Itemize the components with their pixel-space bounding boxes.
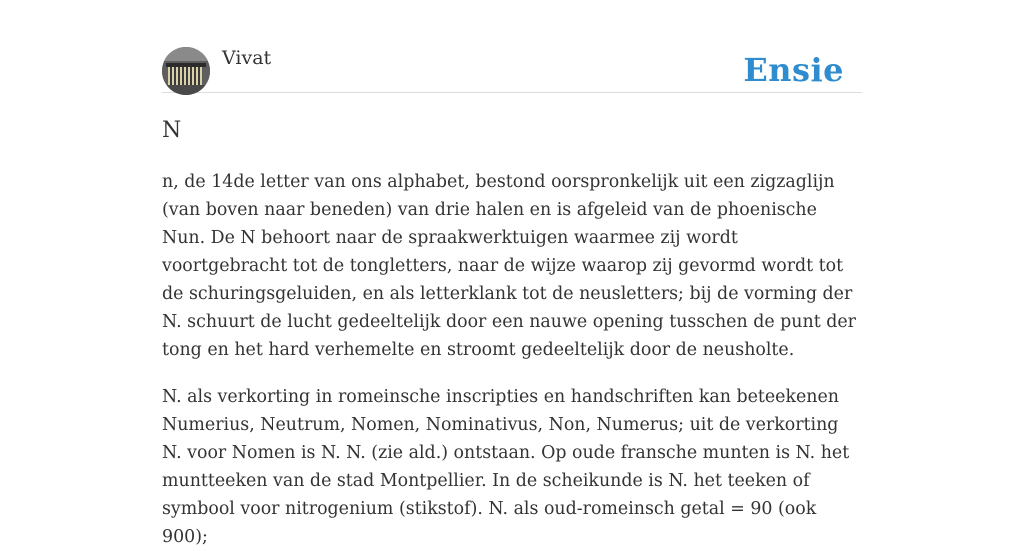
article-paragraph: N. als verkorting in romeinsche inscripties en handschriften kan beteekenen Numerius, Neutrum, Nomen, Nominativus, Non, Numerus; uit de verkorting N. voor Nomen is N. N. (zie ald.) ontstaan. Op oude fransche munten is N. het muntteeken van de stad Montpellier. In de scheikunde is N. het teeken of symbool voor nitrogenium (stikstof). N. als oud-romeinsch getal = 90 (ook 900);	[162, 387, 850, 547]
bookshelf-image	[162, 47, 210, 95]
article-paragraph: n, de 14de letter van ons alphabet, bestond oorspronkelijk uit een zigzaglijn (van boven naar beneden) van drie halen en is afgeleid van de phoenische Nun. De N behoort naar de spraakwerktuigen waarmee zij wordt voortgebracht tot de tongletters, naar de wijze waarop zij gevormd wordt tot de schuringsgeluiden, en als letterklank tot de neusletters; bij de vorming der N. schuurt de lucht gedeeltelijk door een nauwe opening tusschen de punt der tong en het hard verhemelte en stroomt gedeeltelijk door de neusholte.	[162, 172, 856, 360]
article-title: N	[162, 118, 182, 143]
article-card	[162, 0, 862, 547]
site-logo[interactable]: Ensie	[743, 51, 844, 89]
article-header	[162, 0, 862, 93]
author-avatar[interactable]	[162, 47, 210, 95]
author-name[interactable]: Vivat	[222, 47, 272, 69]
